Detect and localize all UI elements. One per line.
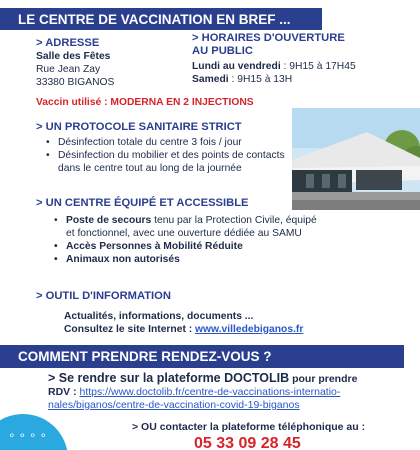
horaires-saturday: Samedi : 9H15 à 13H (192, 74, 293, 85)
list-item: • Animaux non autorisés (54, 253, 324, 266)
equipe-title: > UN CENTRE ÉQUIPÉ ET ACCESSIBLE (36, 197, 249, 209)
adresse-line1: Salle des Fêtes (36, 51, 111, 62)
outil-line2: Consultez le site Internet : www.villedebiganos.fr (64, 324, 304, 335)
outil-title: > OUTIL D'INFORMATION (36, 290, 171, 302)
horaires-title-2: AU PUBLIC (192, 45, 253, 57)
list-item: • Désinfection du mobilier et des points de contacts dans le centre tout au long de la journée (46, 149, 298, 175)
list-item: • Accès Personnes à Mobilité Réduite (54, 240, 324, 253)
vaccin-line: Vaccin utilisé : MODERNA EN 2 INJECTIONS (36, 97, 254, 108)
horaires-title-1: > HORAIRES D'OUVERTURE (192, 32, 345, 44)
adresse-line2: Rue Jean Zay (36, 64, 101, 75)
list-item: • Désinfection totale du centre 3 fois / jour (46, 136, 298, 149)
protocole-block (36, 121, 298, 175)
horaires-block (192, 32, 356, 86)
rdv-link-line: RDV : https://www.doctolib.fr/centre-de-vaccinations-internatio- (48, 386, 341, 398)
list-item: • Poste de secours tenu par la Protection Civile, équipé et fonctionnel, avec une ouverture dédiée au SAMU (54, 214, 324, 240)
equipe-block (36, 197, 326, 266)
phone-intro: > OU contacter la plateforme téléphonique au : (132, 421, 366, 433)
outil-block (36, 290, 336, 336)
dots-decoration: ∘∘∘∘ (8, 428, 51, 442)
rdv-block (48, 372, 420, 412)
adresse-block (36, 37, 114, 89)
protocole-title: > UN PROTOCOLE SANITAIRE STRICT (36, 121, 242, 133)
adresse-title: > ADRESSE (36, 37, 100, 49)
doctolib-link-continued[interactable]: nales/biganos/centre-de-vaccination-covid-19-biganos (48, 399, 300, 411)
website-link[interactable]: www.villedebiganos.fr (195, 324, 304, 335)
phone-number[interactable]: 05 33 09 28 45 (194, 435, 301, 450)
adresse-line3: 33380 BIGANOS (36, 77, 115, 88)
decorative-circle (0, 414, 68, 450)
section-banner-bref: LE CENTRE DE VACCINATION EN BREF ... (0, 8, 322, 30)
outil-line1: Actualités, informations, documents ... (64, 311, 254, 322)
section-banner-rdv: COMMENT PRENDRE RENDEZ-VOUS ? (0, 345, 404, 368)
horaires-weekday: Lundi au vendredi : 9H15 à 17H45 (192, 61, 356, 72)
doctolib-link[interactable]: https://www.doctolib.fr/centre-de-vaccinations-internatio- (79, 386, 341, 398)
rdv-intro: > Se rendre sur la plateforme DOCTOLIB pour prendre (48, 371, 358, 385)
vaccination-centre-photo (292, 108, 420, 210)
